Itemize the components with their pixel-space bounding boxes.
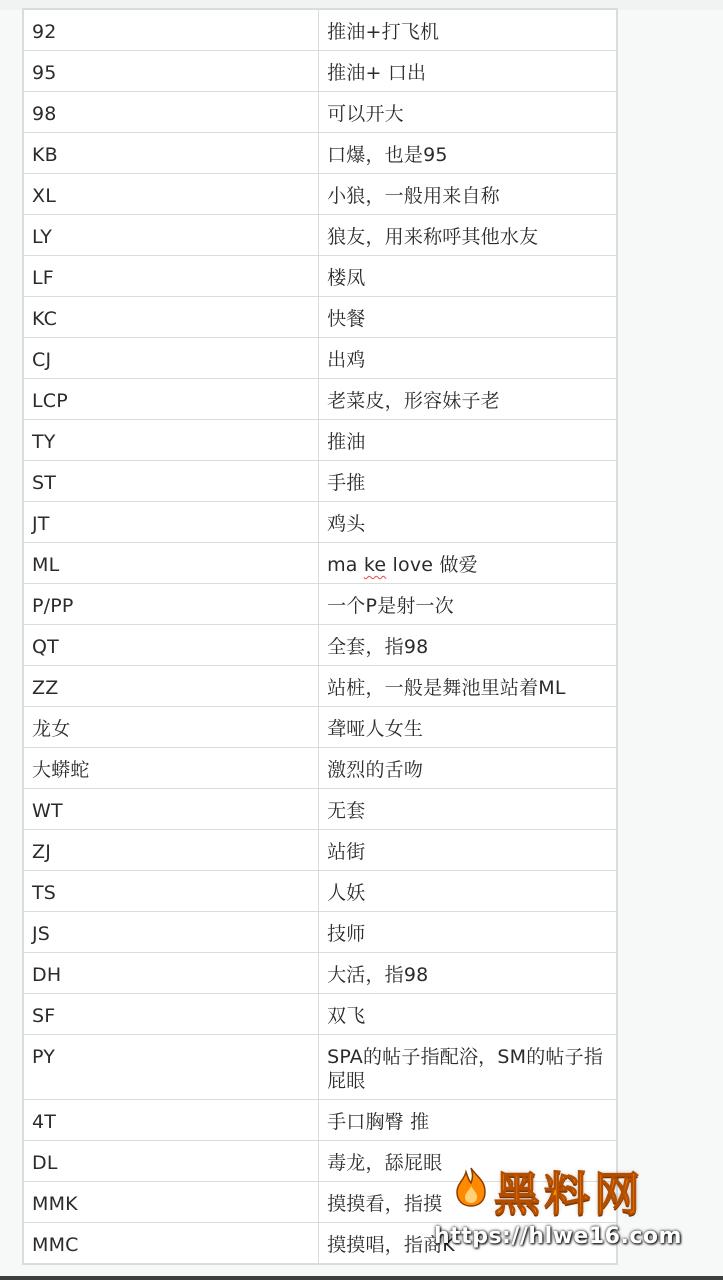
meaning-cell: 站桩，一般是舞池里站着ML <box>319 666 617 707</box>
abbreviation-cell: 大蟒蛇 <box>24 748 319 789</box>
abbreviation-cell: LF <box>24 256 319 297</box>
meaning-cell: 无套 <box>319 789 617 830</box>
meaning-cell: 推油+ 口出 <box>319 51 617 92</box>
table-row <box>24 51 617 92</box>
meaning-cell: 推油+打飞机 <box>319 10 617 51</box>
meaning-cell: 手推 <box>319 461 617 502</box>
table-row <box>24 1182 617 1223</box>
bottom-edge <box>0 1276 723 1280</box>
abbreviation-cell: 龙女 <box>24 707 319 748</box>
abbreviation-cell: ST <box>24 461 319 502</box>
meaning-cell: 鸡头 <box>319 502 617 543</box>
table-row <box>24 502 617 543</box>
table-row <box>24 215 617 256</box>
meaning-cell: 人妖 <box>319 871 617 912</box>
abbreviation-cell: CJ <box>24 338 319 379</box>
abbreviation-cell: JT <box>24 502 319 543</box>
meaning-cell: 摸摸看，指摸 <box>319 1182 617 1223</box>
table-row <box>24 830 617 871</box>
abbreviation-cell: QT <box>24 625 319 666</box>
meaning-cell <box>319 543 617 584</box>
abbreviation-cell: TS <box>24 871 319 912</box>
abbreviation-cell: SF <box>24 994 319 1035</box>
abbreviation-cell: ZJ <box>24 830 319 871</box>
meaning-cell: 双飞 <box>319 994 617 1035</box>
abbreviation-cell: KC <box>24 297 319 338</box>
abbreviation-cell: LCP <box>24 379 319 420</box>
table-row <box>24 625 617 666</box>
table-row <box>24 1223 617 1264</box>
watermark-url: https://hlwe16.com <box>434 1224 682 1249</box>
table-row <box>24 338 617 379</box>
abbreviation-cell: ML <box>24 543 319 584</box>
table-row <box>24 543 617 584</box>
table-row <box>24 174 617 215</box>
table-row <box>24 994 617 1035</box>
table-row <box>24 707 617 748</box>
abbreviation-cell: 92 <box>24 10 319 51</box>
spellcheck-word: ke <box>363 554 387 576</box>
meaning-cell: 激烈的舌吻 <box>319 748 617 789</box>
meaning-cell: SPA的帖子指配浴，SM的帖子指屁眼 <box>319 1035 617 1100</box>
table-row <box>24 297 617 338</box>
glossary-table-container <box>22 8 618 1265</box>
glossary-table <box>23 9 617 1264</box>
table-row <box>24 1141 617 1182</box>
abbreviation-cell: TY <box>24 420 319 461</box>
table-row <box>24 256 617 297</box>
watermark-title: 黑料网 <box>494 1167 644 1221</box>
meaning-cell: 推油 <box>319 420 617 461</box>
meaning-cell: 聋哑人女生 <box>319 707 617 748</box>
table-row <box>24 871 617 912</box>
table-row <box>24 1100 617 1141</box>
meaning-cell: 全套，指98 <box>319 625 617 666</box>
table-row <box>24 912 617 953</box>
meaning-cell: 口爆，也是95 <box>319 133 617 174</box>
abbreviation-cell: MMC <box>24 1223 319 1264</box>
abbreviation-cell: 98 <box>24 92 319 133</box>
table-row <box>24 953 617 994</box>
meaning-cell: 一个P是射一次 <box>319 584 617 625</box>
meaning-cell: 出鸡 <box>319 338 617 379</box>
abbreviation-cell: XL <box>24 174 319 215</box>
abbreviation-cell: 95 <box>24 51 319 92</box>
abbreviation-cell: P/PP <box>24 584 319 625</box>
abbreviation-cell: JS <box>24 912 319 953</box>
meaning-cell: 狼友，用来称呼其他水友 <box>319 215 617 256</box>
abbreviation-cell: MMK <box>24 1182 319 1223</box>
meaning-cell: 楼凤 <box>319 256 617 297</box>
meaning-cell: 站街 <box>319 830 617 871</box>
meaning-text-part: ma <box>327 554 364 576</box>
abbreviation-cell: DL <box>24 1141 319 1182</box>
meaning-cell: 小狼，一般用来自称 <box>319 174 617 215</box>
meaning-cell: 技师 <box>319 912 617 953</box>
table-row <box>24 379 617 420</box>
abbreviation-cell: ZZ <box>24 666 319 707</box>
meaning-cell: 老菜皮，形容妹子老 <box>319 379 617 420</box>
abbreviation-cell: 4T <box>24 1100 319 1141</box>
table-row <box>24 748 617 789</box>
meaning-cell: 手口胸臀 推 <box>319 1100 617 1141</box>
meaning-text-part: love 做爱 <box>386 554 478 576</box>
table-row <box>24 461 617 502</box>
meaning-cell: 毒龙，舔屁眼 <box>319 1141 617 1182</box>
table-row <box>24 420 617 461</box>
abbreviation-cell: KB <box>24 133 319 174</box>
table-row <box>24 10 617 51</box>
meaning-cell: 可以开大 <box>319 92 617 133</box>
table-row <box>24 584 617 625</box>
glossary-table-body <box>24 10 617 1264</box>
abbreviation-cell: DH <box>24 953 319 994</box>
meaning-cell: 快餐 <box>319 297 617 338</box>
table-row <box>24 133 617 174</box>
table-row <box>24 666 617 707</box>
table-row <box>24 92 617 133</box>
table-row <box>24 789 617 830</box>
abbreviation-cell: WT <box>24 789 319 830</box>
meaning-cell: 大活，指98 <box>319 953 617 994</box>
table-row <box>24 1035 617 1100</box>
abbreviation-cell: PY <box>24 1035 319 1100</box>
abbreviation-cell: LY <box>24 215 319 256</box>
meaning-cell: 摸摸唱，指商K <box>319 1223 617 1264</box>
